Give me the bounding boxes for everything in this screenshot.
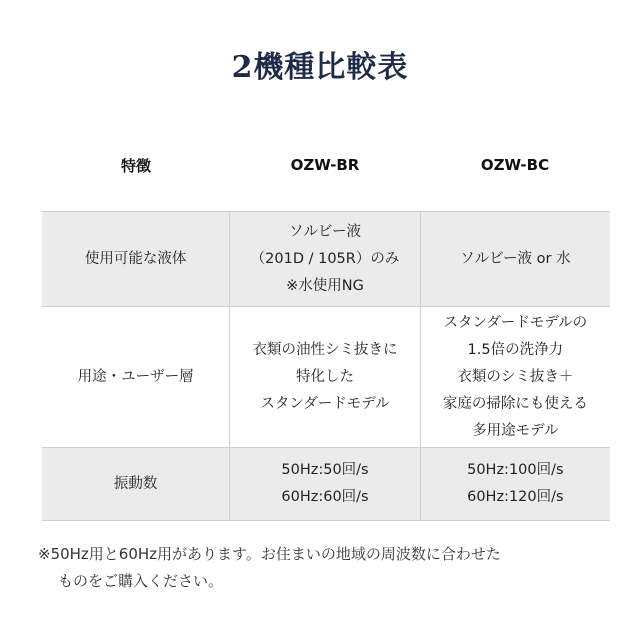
header-model-b: OZW-BC xyxy=(480,156,550,174)
row-label-liquid: 使用可能な液体 xyxy=(84,250,187,267)
cell-usage-model-b xyxy=(420,307,610,447)
cell-line: 50Hz:50回/s xyxy=(281,462,369,478)
row-label-usage: 用途・ユーザー層 xyxy=(77,368,194,385)
cell-line: スタンダードモデル xyxy=(260,395,390,412)
cell-vibration-model-b xyxy=(420,448,610,520)
cell-line: ソルビー液 or 水 xyxy=(460,250,571,267)
cell-line: 1.5倍の洗浄力 xyxy=(467,341,564,358)
row-label-vibration: 振動数 xyxy=(113,475,158,492)
cell-usage-model-a xyxy=(229,307,419,447)
cell-line: 家庭の掃除にも使える xyxy=(442,395,588,412)
cell-line: 60Hz:120回/s xyxy=(467,489,564,505)
cell-line: ソルビー液 xyxy=(289,223,361,240)
cell-liquid-model-b xyxy=(420,212,610,306)
page-title: 2機種比較表 xyxy=(231,50,409,85)
cell-line: （201D / 105R）のみ xyxy=(250,250,400,267)
cell-line: 衣類の油性シミ抜きに xyxy=(252,341,398,358)
cell-line: スタンダードモデルの xyxy=(443,314,588,331)
cell-line: ※水使用NG xyxy=(286,277,364,294)
cell-line: 60Hz:60回/s xyxy=(281,489,369,505)
cell-line: 特化した xyxy=(296,368,354,385)
footnote-line: ものをご購入ください。 xyxy=(58,572,224,590)
cell-line: 衣類のシミ抜き＋ xyxy=(457,368,574,385)
table-row-vibration xyxy=(42,448,610,521)
footnote xyxy=(38,541,608,595)
cell-line: 50Hz:100回/s xyxy=(467,462,564,478)
header-feature: 特徴 xyxy=(120,156,151,175)
footnote-line: ※50Hz用と60Hz用があります。お住まいの地域の周波数に合わせた xyxy=(38,545,501,563)
cell-liquid-model-a xyxy=(229,212,419,306)
cell-vibration-model-a xyxy=(229,448,419,520)
comparison-table xyxy=(42,211,610,521)
header-model-a: OZW-BR xyxy=(290,156,360,174)
cell-line: 多用途モデル xyxy=(472,422,559,439)
table-header xyxy=(42,150,610,180)
table-row-usage xyxy=(42,307,610,448)
table-row-liquid xyxy=(42,212,610,307)
